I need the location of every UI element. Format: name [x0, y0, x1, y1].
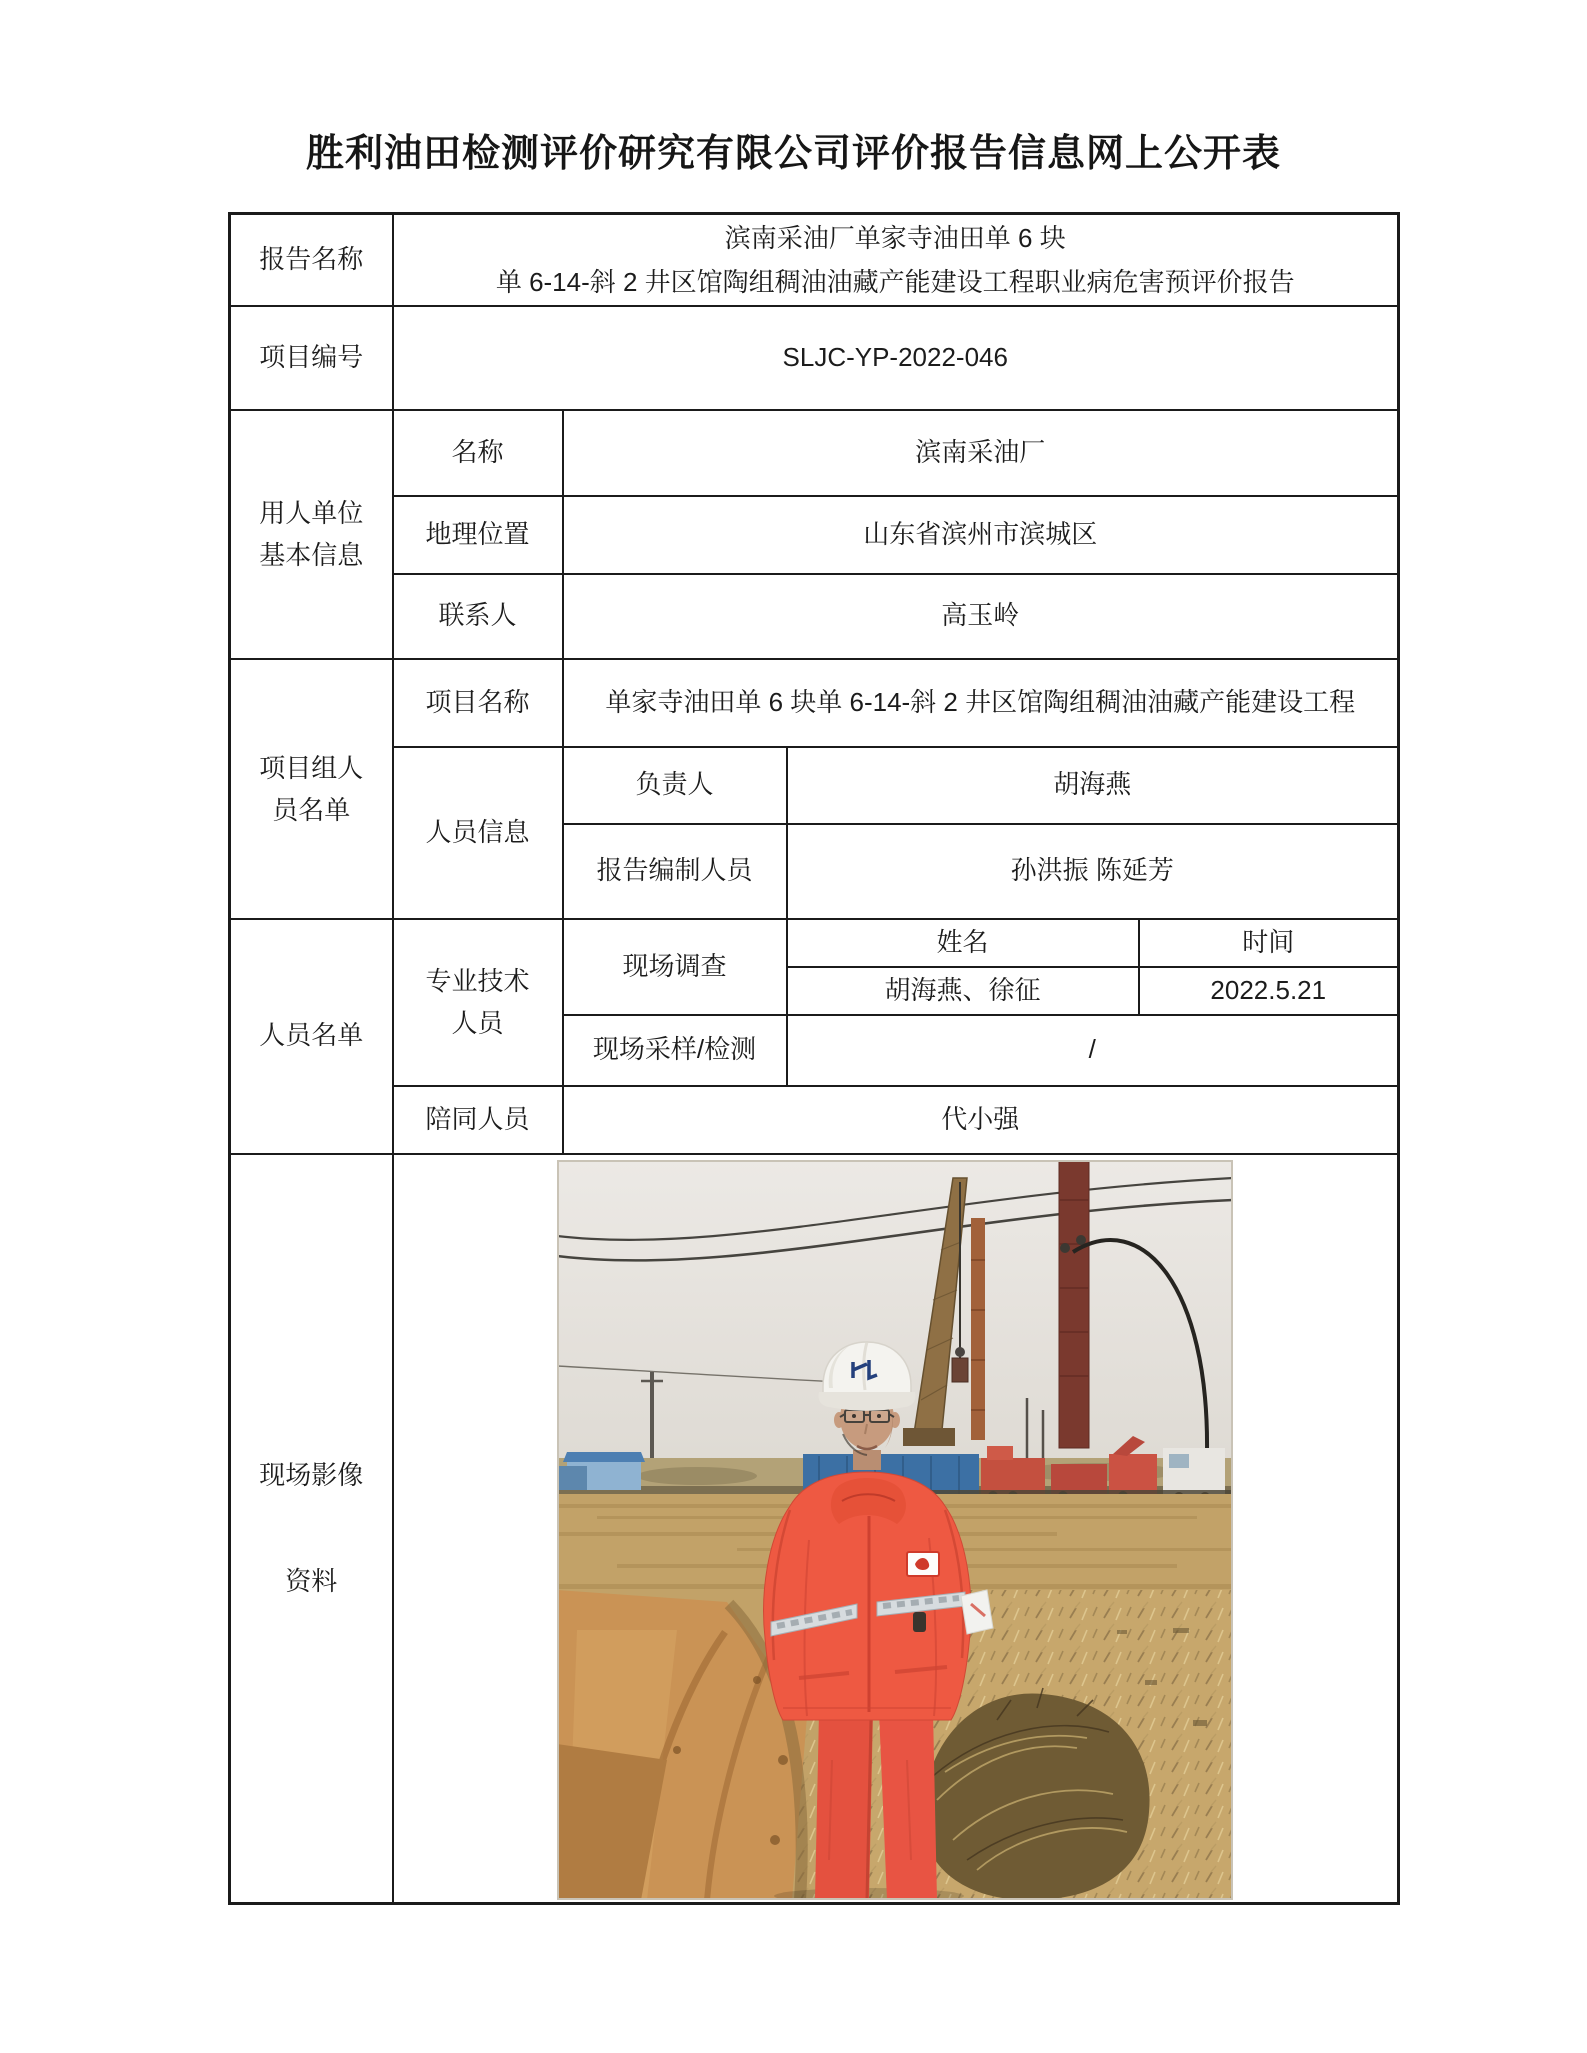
personnel-section-label: 人员名单: [230, 919, 393, 1154]
tech-label-line2: 人员: [451, 1008, 504, 1038]
project-number-label: 项目编号: [230, 306, 393, 410]
site-media-label: [230, 1154, 393, 1904]
table-row: [230, 747, 1399, 824]
compilers-value: 孙洪振 陈延芳: [787, 824, 1399, 919]
survey-names-value: 胡海燕、徐征: [787, 967, 1139, 1015]
site-media-label-line1: 现场影像: [259, 1460, 364, 1491]
table-row: [230, 659, 1399, 747]
survey-time-value: 2022.5.21: [1139, 967, 1399, 1015]
report-name-label: 报告名称: [230, 214, 393, 306]
site-photo: [557, 1160, 1233, 1900]
employer-contact-label: 联系人: [393, 574, 563, 659]
compilers-label: 报告编制人员: [563, 824, 787, 919]
employer-location-value: 山东省滨州市滨城区: [563, 496, 1399, 574]
table-row: [230, 410, 1399, 496]
site-photo-graphic: [557, 1160, 1233, 1900]
sampling-value: /: [787, 1015, 1399, 1086]
project-team-section-label: [230, 659, 393, 919]
survey-name-header: 姓名: [787, 919, 1139, 967]
employer-label-line2: 基本信息: [259, 540, 364, 570]
survey-time-header: 时间: [1139, 919, 1399, 967]
report-name-value: [393, 214, 1399, 306]
tech-personnel-label: [393, 919, 563, 1086]
site-survey-label: 现场调查: [563, 919, 787, 1015]
project-number-value: SLJC-YP-2022-046: [393, 306, 1399, 410]
employer-name-label: 名称: [393, 410, 563, 496]
table-row: [230, 574, 1399, 659]
tech-label-line1: 专业技术: [425, 966, 530, 996]
site-media-label-line2: 资料: [285, 1566, 338, 1597]
personnel-info-label: 人员信息: [393, 747, 563, 919]
escort-value: 代小强: [563, 1086, 1399, 1154]
employer-location-label: 地理位置: [393, 496, 563, 574]
employer-section-label: [230, 410, 393, 659]
table-row: [230, 1086, 1399, 1154]
employer-label-line1: 用人单位: [259, 498, 364, 528]
leader-label: 负责人: [563, 747, 787, 824]
table-row: [230, 919, 1399, 967]
table-row: [230, 306, 1399, 410]
employer-name-value: 滨南采油厂: [563, 410, 1399, 496]
escort-label: 陪同人员: [393, 1086, 563, 1154]
sampling-label: 现场采样/检测: [563, 1015, 787, 1086]
project-team-label-line1: 项目组人: [259, 752, 364, 783]
leader-value: 胡海燕: [787, 747, 1399, 824]
table-row: [230, 214, 1399, 306]
report-name-line2: 单 6-14-斜 2 井区馆陶组稠油油藏产能建设工程职业病危害预评价报告: [495, 266, 1295, 297]
disclosure-table: [228, 212, 1400, 1905]
page-title: 胜利油田检测评价研究有限公司评价报告信息网上公开表: [305, 133, 1281, 175]
site-photo-cell: [393, 1154, 1399, 1904]
project-name-value: 单家寺油田单 6 块单 6-14-斜 2 井区馆陶组稠油油藏产能建设工程: [563, 659, 1399, 747]
table-row: [230, 1154, 1399, 1904]
table-row: [230, 496, 1399, 574]
project-team-label-line2: 员名单: [272, 794, 351, 825]
project-name-label: 项目名称: [393, 659, 563, 747]
report-name-line1: 滨南采油厂单家寺油田单 6 块: [724, 222, 1066, 253]
employer-contact-value: 高玉岭: [563, 574, 1399, 659]
